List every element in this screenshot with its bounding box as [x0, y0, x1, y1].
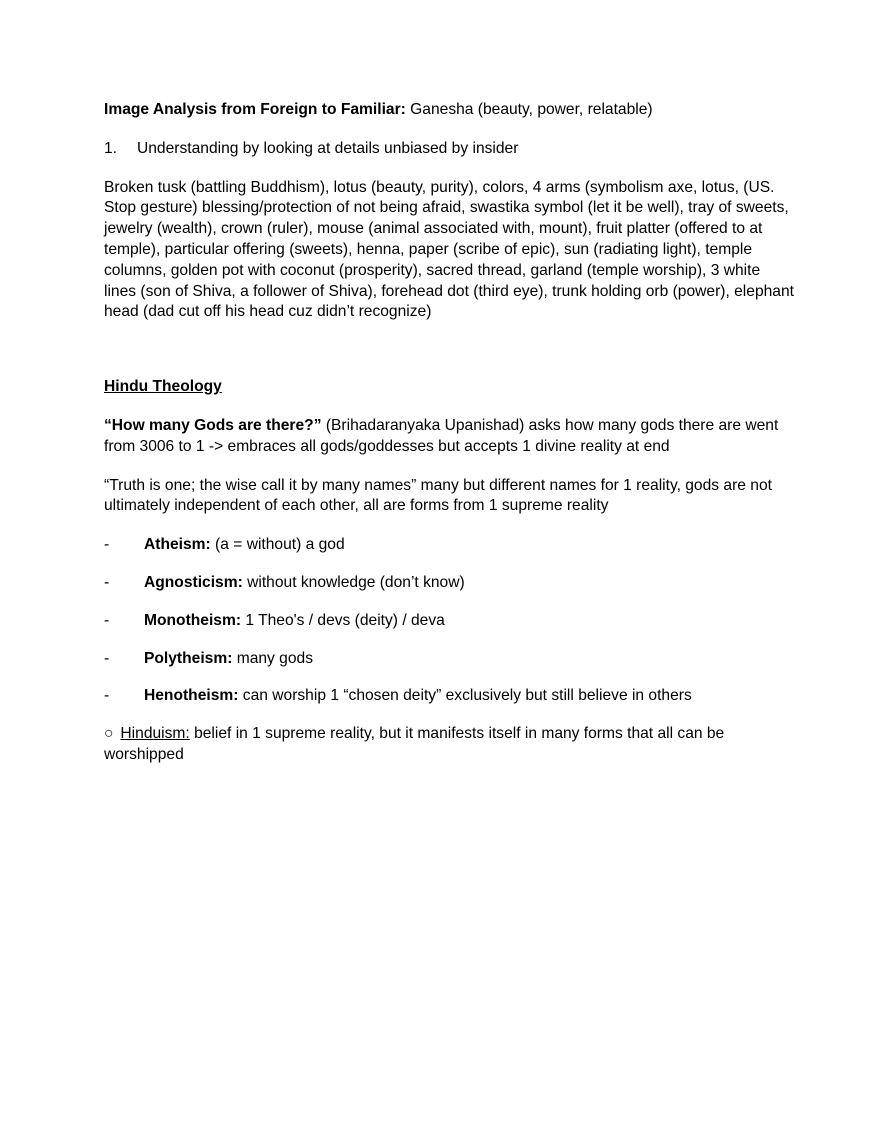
term-item-monotheism — [104, 611, 794, 632]
term-label: Henotheism: — [144, 687, 239, 705]
question-bold: “How many Gods are there?” — [104, 416, 322, 434]
dash-bullet: - — [104, 649, 110, 667]
hinduism-label: Hinduism: — [120, 725, 190, 743]
analysis-title-bold: Image Analysis from Foreign to Familiar: — [104, 101, 406, 118]
term-text — [144, 611, 445, 632]
term-text — [144, 686, 692, 707]
term-definition: without knowledge (don’t know) — [242, 573, 465, 591]
numbered-item — [104, 139, 794, 160]
term-definition: (a = without) a god — [210, 536, 345, 554]
circle-bullet-icon: ○ — [104, 725, 114, 743]
analysis-title — [104, 100, 794, 121]
term-item-polytheism — [104, 649, 794, 670]
analysis-title-rest: Ganesha (beauty, power, relatable) — [405, 101, 653, 118]
term-text — [144, 649, 313, 670]
term-definition: can worship 1 “chosen deity” exclusively but still believe in others — [238, 687, 692, 705]
term-definition: 1 Theo's / devs (deity) / deva — [241, 611, 445, 629]
dash-bullet: - — [104, 536, 110, 554]
term-label: Polytheism: — [144, 649, 233, 667]
details-paragraph: Broken tusk (battling Buddhism), lotus (beauty, purity), colors, 4 arms (symbolism axe, lotus, (US. Stop gesture) blessing/protection of not being afraid, swastika symbol (let it be well), tray of sweets, jewelry (wealth), crown (ruler), mouse (animal associated with, mount), fruit platter (offered to at temple), particular offering (sweets), henna, paper (scribe of epic), sun (radiating light), temple columns, golden pot with coconut (prosperity), sacred thread, garland (temple worship), 3 white lines (son of Shiva, a follower of Shiva), forehead dot (third eye), trunk holding orb (power), elephant head (dad cut off his head cuz didn’t recognize) — [104, 178, 794, 321]
dash-bullet: - — [104, 573, 110, 591]
item-text: Understanding by looking at details unbiased by insider — [137, 139, 519, 157]
term-definition: many gods — [232, 649, 314, 667]
question-paragraph — [104, 416, 794, 458]
term-item-agnosticism — [104, 573, 794, 594]
term-item-atheism — [104, 535, 794, 556]
dash-bullet: - — [104, 611, 110, 629]
term-text — [144, 535, 345, 556]
term-label: Atheism: — [144, 536, 211, 554]
hinduism-text: belief in 1 supreme reality, but it manifests itself in many forms that all can be worshipped — [104, 725, 725, 763]
term-label: Agnosticism: — [144, 573, 243, 591]
term-label: Monotheism: — [144, 611, 242, 629]
dash-bullet: - — [104, 687, 110, 705]
term-text — [144, 573, 465, 594]
question-rest: (Brihadaranyaka Upanishad) asks how many gods there are went from 3006 to 1 -> embraces all gods/goddesses but accepts 1 divine reality at end — [104, 416, 779, 455]
document-page — [104, 100, 794, 766]
item-number: 1. — [104, 139, 118, 157]
hinduism-item — [104, 724, 794, 766]
truth-paragraph: “Truth is one; the wise call it by many names” many but different names for 1 reality, gods are not ultimately independent of each other, all are forms from 1 supreme reality — [104, 476, 772, 515]
term-item-henotheism — [104, 686, 794, 707]
section-heading: Hindu Theology — [104, 378, 222, 396]
